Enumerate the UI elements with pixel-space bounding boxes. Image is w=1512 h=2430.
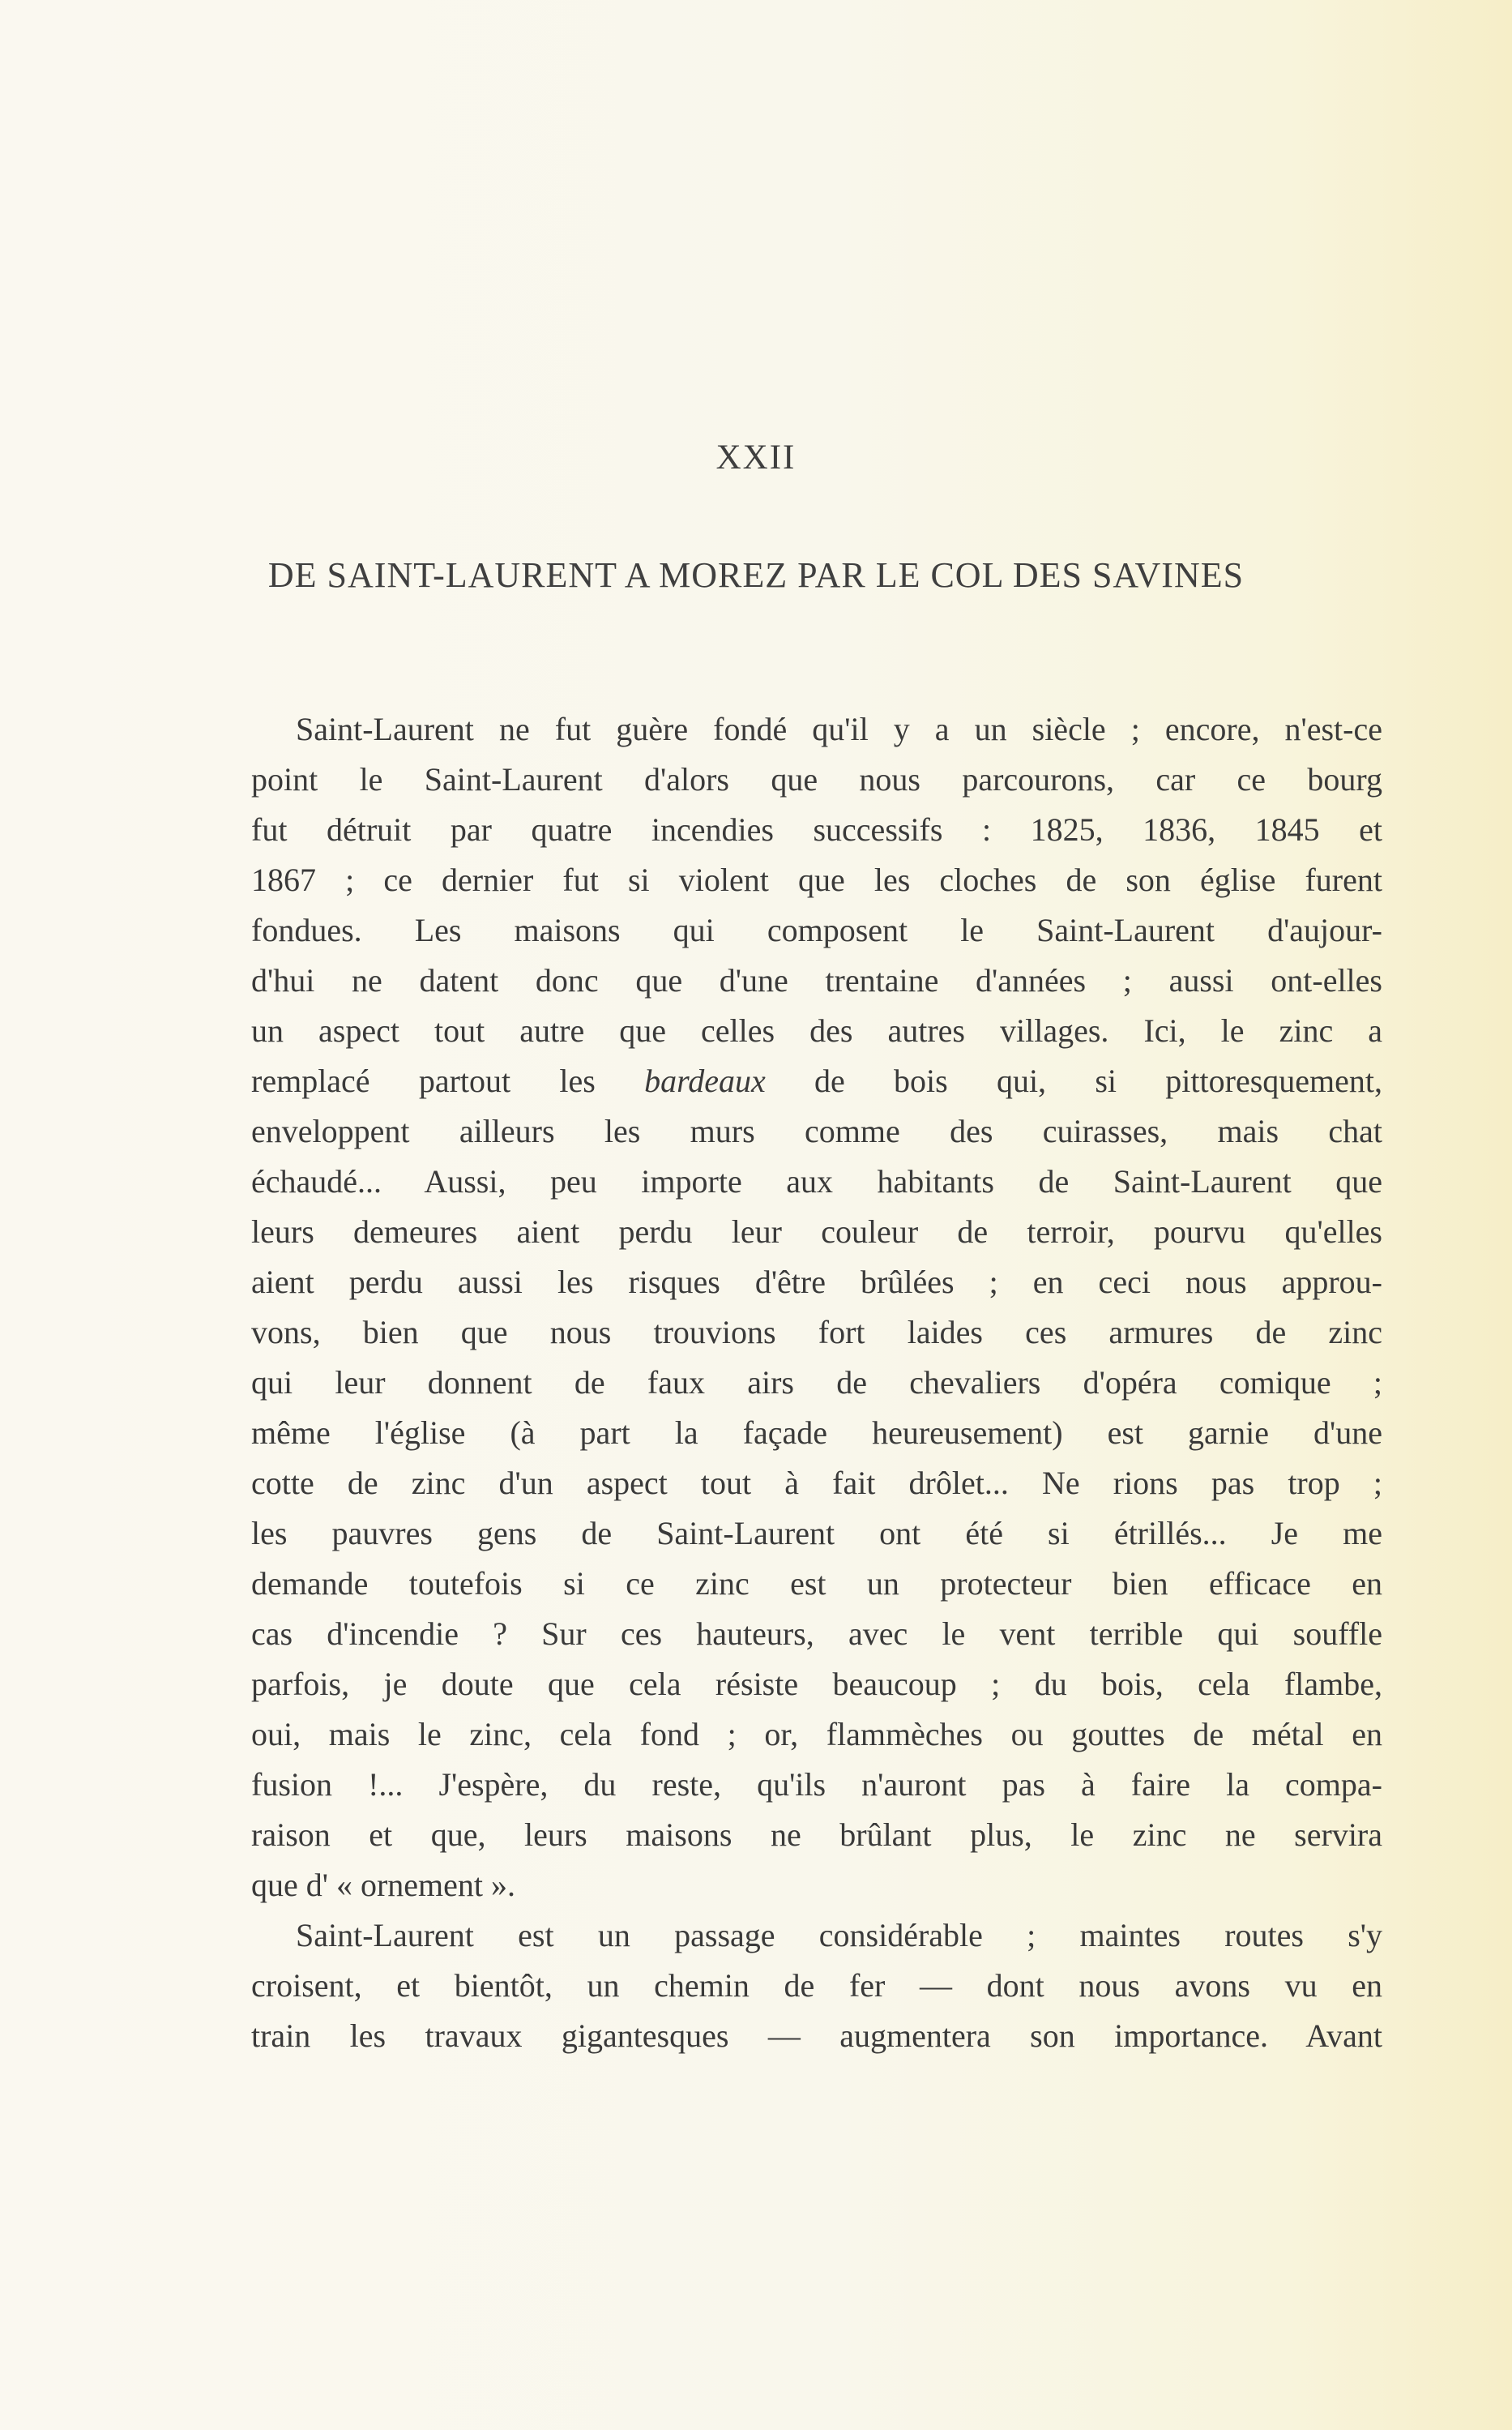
text-line: aient perdu aussi les risques d'être brûlées ; en ceci nous approu- xyxy=(251,1264,1382,1300)
text-line: enveloppent ailleurs les murs comme des cuirasses, mais chat xyxy=(251,1113,1382,1149)
text-line: Saint-Laurent est un passage considérable ; maintes routes s'y xyxy=(296,1917,1382,1953)
text-line: fut détruit par quatre incendies successifs : 1825, 1836, 1845 et xyxy=(251,811,1382,848)
text-line: les pauvres gens de Saint-Laurent ont été si étrillés... Je me xyxy=(251,1515,1382,1551)
text-line: d'hui ne datent donc que d'une trentaine d'années ; aussi ont-elles xyxy=(251,962,1382,999)
text-line: qui leur donnent de faux airs de chevaliers d'opéra comique ; xyxy=(251,1364,1382,1401)
text-line: échaudé... Aussi, peu importe aux habitants de Saint-Laurent que xyxy=(251,1163,1382,1200)
chapter-title: DE SAINT-LAURENT A MOREZ PAR LE COL DES SAVINES xyxy=(267,555,1245,595)
text-line: fondues. Les maisons qui composent le Saint-Laurent d'aujour- xyxy=(251,912,1382,948)
text-line: que d' « ornement ». xyxy=(251,1867,516,1903)
text-line: Saint-Laurent ne fut guère fondé qu'il y a un siècle ; encore, n'est-ce xyxy=(296,711,1382,747)
body-text xyxy=(251,704,1382,2061)
chapter-number: XXII xyxy=(715,439,797,477)
text-line: même l'église (à part la façade heureusement) est garnie d'une xyxy=(251,1414,1382,1451)
text-line: fusion !... J'espère, du reste, qu'ils n'auront pas à faire la compa- xyxy=(251,1766,1382,1803)
text-line: un aspect tout autre que celles des autres villages. Ici, le zinc a xyxy=(251,1012,1382,1049)
text-line: demande toutefois si ce zinc est un protecteur bien efficace en xyxy=(251,1565,1382,1602)
text-line: leurs demeures aient perdu leur couleur de terroir, pourvu qu'elles xyxy=(251,1213,1382,1250)
text-line: cas d'incendie ? Sur ces hauteurs, avec le vent terrible qui souffle xyxy=(251,1615,1382,1652)
text-line-with-italic: remplacé partout les bardeaux de bois qui, si pittoresquement, xyxy=(251,1063,1382,1099)
text-line: croisent, et bientôt, un chemin de fer — dont nous avons vu en xyxy=(251,1967,1382,2004)
text-line: parfois, je doute que cela résiste beaucoup ; du bois, cela flambe, xyxy=(251,1666,1382,1702)
paragraph-1 xyxy=(251,704,1382,1910)
text-line: vons, bien que nous trouvions fort laides ces armures de zinc xyxy=(251,1314,1382,1350)
text-line: cotte de zinc d'un aspect tout à fait drôlet... Ne rions pas trop ; xyxy=(251,1465,1382,1501)
paragraph-2 xyxy=(251,1910,1382,2061)
text-line: raison et que, leurs maisons ne brûlant plus, le zinc ne servira xyxy=(251,1816,1382,1853)
italic-word: bardeaux xyxy=(644,1063,766,1099)
text-line: 1867 ; ce dernier fut si violent que les cloches de son église furent xyxy=(251,862,1382,898)
text-line: oui, mais le zinc, cela fond ; or, flammèches ou gouttes de métal en xyxy=(251,1716,1382,1752)
text-line: train les travaux gigantesques — augmentera son importance. Avant xyxy=(251,2017,1382,2054)
text-line: point le Saint-Laurent d'alors que nous parcourons, car ce bourg xyxy=(251,761,1382,798)
